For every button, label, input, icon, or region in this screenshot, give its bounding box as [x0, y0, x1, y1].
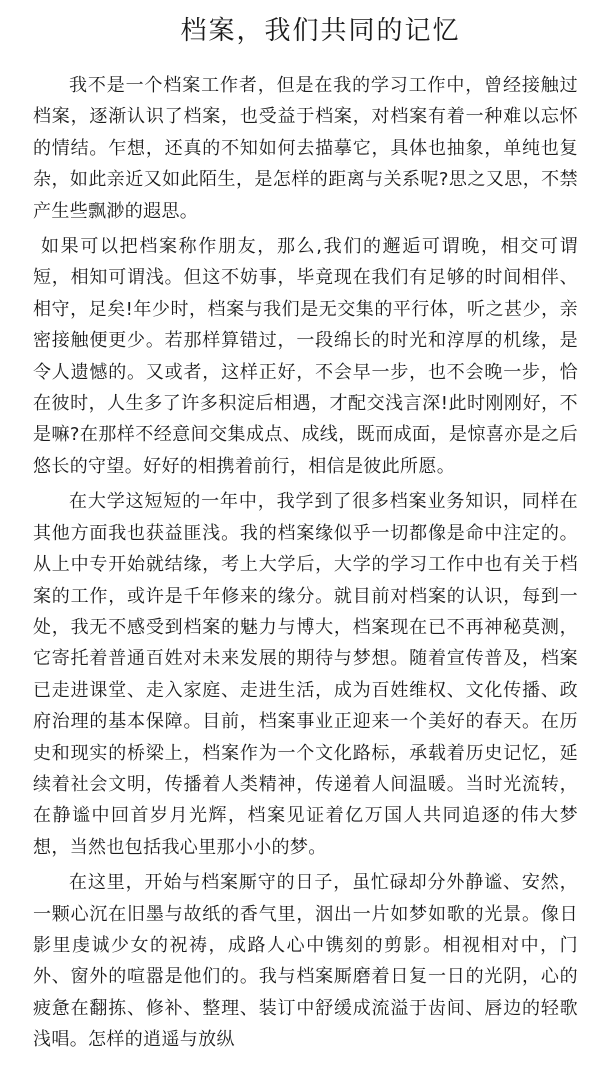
- paragraph-4: 在这里，开始与档案厮守的日子，虽忙碌却分外静谧、安然，一颗心沉在旧墨与故纸的香气里，洇出一片如梦如歌的光景。像日影里虔诚少女的祝祷，成路人心中镌刻的剪影。相视相对中，门外、窗外的喧嚣是他们的。我与档案厮磨着日复一日的光阴，心的疲惫在翻拣、修补、整理、装订中舒缓成流溢于齿间、唇边的轻歌浅唱。怎样的逍遥与放纵: [33, 872, 578, 1051]
- paragraph-3: 在大学这短短的一年中，我学到了很多档案业务知识，同样在其他方面我也获益匪浅。我的档案缘似乎一切都像是命中注定的。从上中专开始就结缘，考上大学后，大学的学习工作中也有关于档案的工作，或许是千年修来的缘分。就目前对档案的认识，每到一处，我无不感受到档案的魅力与博大，档案现在已不再神秘莫测，它寄托着普通百姓对未来发展的期待与梦想。随着宣传普及，档案已走进课堂、走入家庭、走进生活，成为百姓维权、文化传播、政府治理的基本保障。目前，档案事业正迎来一个美好的春天。在历史和现实的桥梁上，档案作为一个文化路标，承载着历史记忆，延续着社会文明，传播着人类精神，传递着人间温暖。当时光流转，在静谧中回首岁月光辉，档案见证着亿万国人共同追逐的伟大梦想，当然也包括我心里那小小的梦。: [33, 491, 578, 858]
- page-title: 档案，我们共同的记忆: [180, 16, 461, 46]
- paragraph-2: 如果可以把档案称作朋友，那么,我们的邂逅可谓晚，相交可谓短，相知可谓浅。但这不妨事，毕竟现在我们有足够的时间相伴、相守，足矣!年少时，档案与我们是无交集的平行体，听之甚少，亲密接触便更少。若那样算错过，一段绵长的时光和淳厚的机缘，是令人遗憾的。又或者，这样正好，不会早一步，也不会晚一步，恰在彼时，人生多了许多积淀后相遇，才配交浅言深!此时刚刚好，不是嘛?在那样不经意间交集成点、成线，既而成面，是惊喜亦是之后悠长的守望。好好的相携着前行，相信是彼此所愿。: [33, 236, 578, 477]
- paragraph-1: 我不是一个档案工作者，但是在我的学习工作中，曾经接触过档案，逐渐认识了档案，也受益于档案，对档案有着一种难以忘怀的情结。乍想，还真的不知如何去描摹它，具体也抽象，单纯也复杂，如此亲近又如此陌生，是怎样的距离与关系呢?思之又思，不禁产生些飘渺的遐思。: [33, 75, 578, 222]
